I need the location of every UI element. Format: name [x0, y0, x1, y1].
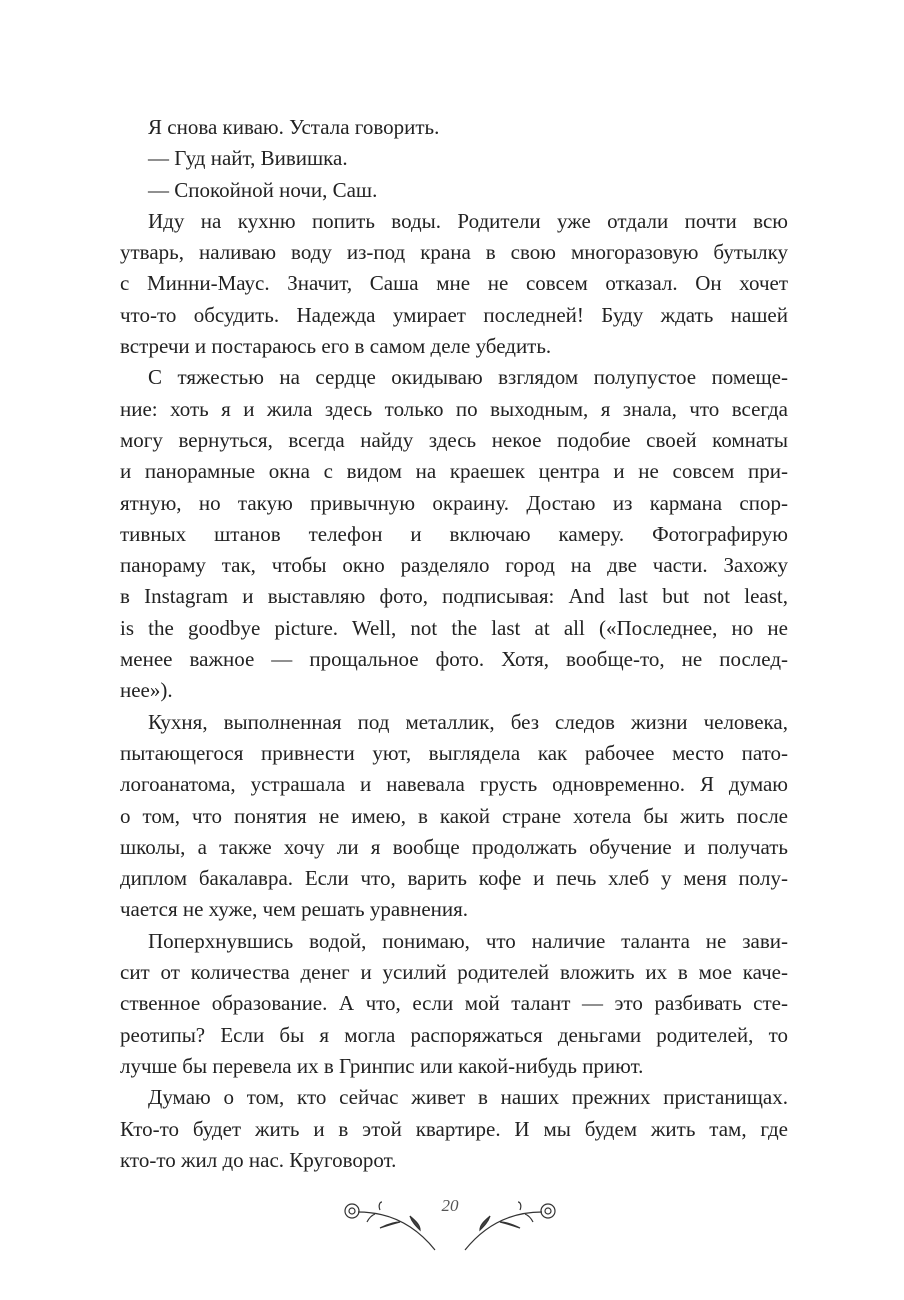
paragraph [120, 175, 788, 206]
text-line: нее»). [120, 678, 173, 703]
text-line: чается не хуже, чем решать уравнения. [120, 897, 469, 922]
paragraph [120, 1082, 788, 1176]
text-line: менее важное — прощальное фото. Хотя, вообще-то, не послед- [120, 647, 788, 672]
paragraph [120, 362, 788, 706]
text-line: и панорамные окна с видом на краешек центра и не совсем при- [120, 459, 788, 484]
text-line: — Спокойной ночи, Саш. [148, 177, 378, 202]
text-line: is the goodbye picture. Well, not the last at all («Последнее, но не [120, 615, 788, 640]
text-line: сит от количества денег и усилий родителей вложить их в мое каче- [120, 960, 788, 985]
text-line: ственное образование. А что, если мой талант — это разбивать сте- [120, 991, 788, 1016]
text-line: диплом бакалавра. Если что, варить кофе и печь хлеб у меня полу- [120, 866, 788, 891]
text-line: ятную, но такую привычную окраину. Достаю из кармана спор- [120, 490, 788, 515]
page-footer [330, 1180, 570, 1260]
floral-ornament-icon [330, 1180, 570, 1260]
page-number: 20 [441, 1196, 459, 1215]
paragraph [120, 112, 788, 143]
paragraph [120, 707, 788, 926]
text-line: Поперхнувшись водой, понимаю, что наличие таланта не зави- [148, 928, 788, 953]
paragraph [120, 926, 788, 1082]
text-line: с Минни-Маус. Значит, Саша мне не совсем отказал. Он хочет [120, 271, 788, 296]
text-line: тивных штанов телефон и включаю камеру. Фотографирую [120, 521, 788, 546]
text-line: логоанатома, устрашала и навевала грусть одновременно. Я думаю [120, 772, 788, 797]
text-line: лучше бы перевела их в Гринпис или какой-нибудь приют. [120, 1053, 644, 1078]
text-line: — Гуд найт, Вивишка. [148, 146, 348, 171]
text-line: кто-то жил до нас. Круговорот. [120, 1147, 397, 1172]
text-line: Кто-то будет жить и в этой квартире. И мы будем жить там, где [120, 1116, 788, 1141]
text-line: Иду на кухню попить воды. Родители уже отдали почти всю [148, 208, 788, 233]
text-line: о том, что понятия не имею, в какой стране хотела бы жить после [120, 803, 788, 828]
text-line: пытающегося привнести уют, выглядела как рабочее место пато- [120, 740, 788, 765]
text-line: реотипы? Если бы я могла распоряжаться деньгами родителей, то [120, 1022, 788, 1047]
text-line: могу вернуться, всегда найду здесь некое подобие своей комнаты [120, 427, 788, 452]
text-line: Думаю о том, кто сейчас живет в наших прежних пристанищах. [148, 1085, 788, 1110]
text-line: что-то обсудить. Надежда умирает последней! Буду ждать нашей [120, 302, 788, 327]
text-line: школы, а также хочу ли я вообще продолжать обучение и получать [120, 834, 788, 859]
text-line: С тяжестью на сердце окидываю взглядом полупустое помеще- [148, 365, 788, 390]
text-line: утварь, наливаю воду из-под крана в свою многоразовую бутылку [120, 240, 788, 265]
paragraph [120, 143, 788, 174]
text-line: в Instagram и выставляю фото, подписывая: And last but not least, [120, 584, 788, 609]
text-line: Я снова киваю. Устала говорить. [148, 115, 440, 139]
text-line: встречи и постараюсь его в самом деле убедить. [120, 334, 552, 359]
text-line: ние: хоть я и жила здесь только по выходным, я знала, что всегда [120, 396, 788, 421]
paragraph [120, 206, 788, 362]
text-line: Кухня, выполненная под металлик, без следов жизни человека, [148, 709, 788, 734]
body-text [120, 112, 788, 1176]
text-line: панораму так, чтобы окно разделяло город на две части. Захожу [120, 553, 788, 578]
